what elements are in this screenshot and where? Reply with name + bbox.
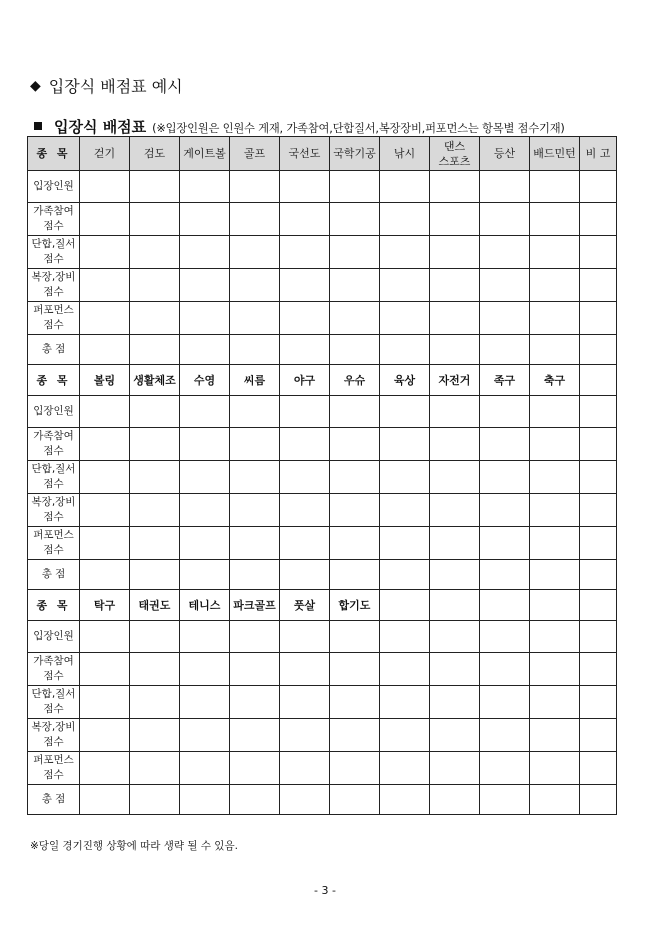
score-cell bbox=[480, 203, 530, 236]
score-cell bbox=[330, 621, 380, 653]
section-heading-text: 입장식 배점표 예시 bbox=[48, 77, 183, 96]
score-cell bbox=[480, 335, 530, 365]
table-header-row bbox=[28, 137, 617, 171]
table-row bbox=[28, 785, 617, 815]
score-cell bbox=[230, 621, 280, 653]
score-cell bbox=[330, 560, 380, 590]
score-cell bbox=[330, 752, 380, 785]
score-cell bbox=[330, 428, 380, 461]
score-cell bbox=[430, 171, 480, 203]
score-cell bbox=[180, 527, 230, 560]
score-cell bbox=[380, 396, 430, 428]
category-label: 종 목 bbox=[28, 590, 80, 621]
sport-column-header bbox=[580, 365, 617, 396]
score-cell bbox=[230, 686, 280, 719]
score-cell bbox=[580, 302, 617, 335]
score-cell bbox=[480, 527, 530, 560]
sport-column-header: 태권도 bbox=[130, 590, 180, 621]
score-cell bbox=[130, 461, 180, 494]
sport-column-header: 국학기공 bbox=[330, 137, 380, 171]
score-cell bbox=[180, 686, 230, 719]
score-cell bbox=[280, 335, 330, 365]
score-cell bbox=[180, 203, 230, 236]
score-cell bbox=[230, 494, 280, 527]
score-cell bbox=[330, 653, 380, 686]
score-cell bbox=[130, 560, 180, 590]
table-row bbox=[28, 719, 617, 752]
row-label: 복장,장비 점수 bbox=[28, 494, 80, 527]
score-cell bbox=[380, 236, 430, 269]
score-cell bbox=[580, 752, 617, 785]
score-cell bbox=[480, 752, 530, 785]
score-cell bbox=[380, 621, 430, 653]
sport-column-header: 족구 bbox=[480, 365, 530, 396]
score-cell bbox=[430, 203, 480, 236]
score-cell bbox=[580, 621, 617, 653]
score-cell bbox=[230, 560, 280, 590]
sport-column-header: 볼링 bbox=[80, 365, 130, 396]
score-cell bbox=[430, 302, 480, 335]
score-cell bbox=[430, 396, 480, 428]
score-cell bbox=[80, 785, 130, 815]
score-cell bbox=[130, 428, 180, 461]
table-row bbox=[28, 621, 617, 653]
sport-column-header bbox=[380, 590, 430, 621]
score-cell bbox=[380, 428, 430, 461]
score-cell bbox=[180, 621, 230, 653]
score-cell bbox=[580, 527, 617, 560]
row-label: 입장인원 bbox=[28, 171, 80, 203]
score-cell bbox=[580, 396, 617, 428]
score-cell bbox=[80, 461, 130, 494]
score-cell bbox=[230, 269, 280, 302]
table-row bbox=[28, 269, 617, 302]
sport-column-header: 배드민턴 bbox=[530, 137, 580, 171]
score-cell bbox=[130, 653, 180, 686]
score-cell bbox=[80, 621, 130, 653]
score-cell bbox=[280, 560, 330, 590]
score-cell bbox=[280, 719, 330, 752]
score-cell bbox=[80, 428, 130, 461]
subheading-title: 입장식 배점표 bbox=[54, 118, 147, 136]
sport-column-header bbox=[580, 590, 617, 621]
score-cell bbox=[430, 560, 480, 590]
score-cell bbox=[280, 269, 330, 302]
score-cell bbox=[130, 302, 180, 335]
score-table bbox=[27, 136, 617, 815]
score-cell bbox=[80, 527, 130, 560]
score-cell bbox=[130, 269, 180, 302]
score-cell bbox=[280, 171, 330, 203]
score-cell bbox=[530, 335, 580, 365]
table-row bbox=[28, 752, 617, 785]
score-cell bbox=[480, 302, 530, 335]
score-cell bbox=[480, 461, 530, 494]
sport-column-header: 우슈 bbox=[330, 365, 380, 396]
row-label: 퍼포먼스 점수 bbox=[28, 302, 80, 335]
score-cell bbox=[330, 236, 380, 269]
score-cell bbox=[230, 461, 280, 494]
row-label: 총 점 bbox=[28, 785, 80, 815]
score-cell bbox=[230, 335, 280, 365]
page-number: - 3 - bbox=[314, 884, 336, 897]
category-label: 종 목 bbox=[28, 365, 80, 396]
score-cell bbox=[380, 686, 430, 719]
table-row bbox=[28, 461, 617, 494]
section-heading bbox=[30, 74, 183, 97]
score-cell bbox=[180, 560, 230, 590]
score-cell bbox=[180, 785, 230, 815]
score-cell bbox=[430, 719, 480, 752]
table-row bbox=[28, 494, 617, 527]
score-cell bbox=[380, 203, 430, 236]
category-label: 종 목 bbox=[28, 137, 80, 171]
score-cell bbox=[530, 461, 580, 494]
table-row bbox=[28, 236, 617, 269]
score-cell bbox=[230, 785, 280, 815]
score-cell bbox=[480, 686, 530, 719]
score-cell bbox=[480, 621, 530, 653]
table-row bbox=[28, 428, 617, 461]
score-cell bbox=[180, 236, 230, 269]
score-cell bbox=[280, 653, 330, 686]
row-label: 퍼포먼스 점수 bbox=[28, 527, 80, 560]
score-cell bbox=[530, 269, 580, 302]
score-cell bbox=[380, 269, 430, 302]
row-label: 가족참여 점수 bbox=[28, 428, 80, 461]
score-cell bbox=[580, 719, 617, 752]
score-cell bbox=[130, 621, 180, 653]
score-cell bbox=[280, 302, 330, 335]
score-cell bbox=[530, 203, 580, 236]
sport-column-header: 파크골프 bbox=[230, 590, 280, 621]
sport-column-header: 생활체조 bbox=[130, 365, 180, 396]
score-cell bbox=[380, 335, 430, 365]
table-row bbox=[28, 527, 617, 560]
row-label: 퍼포먼스 점수 bbox=[28, 752, 80, 785]
score-cell bbox=[130, 203, 180, 236]
score-cell bbox=[530, 621, 580, 653]
score-cell bbox=[130, 785, 180, 815]
score-cell bbox=[80, 653, 130, 686]
score-cell bbox=[380, 171, 430, 203]
row-label: 총 점 bbox=[28, 560, 80, 590]
score-cell bbox=[530, 785, 580, 815]
score-cell bbox=[80, 236, 130, 269]
score-cell bbox=[280, 785, 330, 815]
score-cell bbox=[380, 527, 430, 560]
score-cell bbox=[380, 461, 430, 494]
score-cell bbox=[230, 171, 280, 203]
score-cell bbox=[380, 719, 430, 752]
score-cell bbox=[130, 752, 180, 785]
score-cell bbox=[230, 752, 280, 785]
score-cell bbox=[480, 653, 530, 686]
row-label: 복장,장비 점수 bbox=[28, 269, 80, 302]
score-cell bbox=[280, 621, 330, 653]
sport-column-header: 육상 bbox=[380, 365, 430, 396]
score-cell bbox=[580, 653, 617, 686]
score-cell bbox=[580, 785, 617, 815]
score-cell bbox=[80, 686, 130, 719]
score-cell bbox=[480, 428, 530, 461]
score-cell bbox=[130, 527, 180, 560]
table-row bbox=[28, 560, 617, 590]
score-cell bbox=[580, 428, 617, 461]
score-cell bbox=[380, 785, 430, 815]
score-cell bbox=[380, 653, 430, 686]
score-cell bbox=[530, 527, 580, 560]
row-label: 단합,질서 점수 bbox=[28, 461, 80, 494]
score-cell bbox=[130, 335, 180, 365]
score-cell bbox=[280, 203, 330, 236]
score-cell bbox=[480, 719, 530, 752]
score-cell bbox=[180, 396, 230, 428]
score-cell bbox=[230, 428, 280, 461]
score-cell bbox=[430, 752, 480, 785]
score-cell bbox=[530, 560, 580, 590]
sport-column-header: 수영 bbox=[180, 365, 230, 396]
score-cell bbox=[330, 302, 380, 335]
score-cell bbox=[430, 527, 480, 560]
score-cell bbox=[280, 396, 330, 428]
score-cell bbox=[180, 719, 230, 752]
score-cell bbox=[280, 236, 330, 269]
score-cell bbox=[580, 236, 617, 269]
score-cell bbox=[330, 335, 380, 365]
sport-column-header: 등산 bbox=[480, 137, 530, 171]
table-header-row bbox=[28, 590, 617, 621]
score-cell bbox=[80, 719, 130, 752]
sport-column-header: 자전거 bbox=[430, 365, 480, 396]
score-cell bbox=[330, 494, 380, 527]
score-cell bbox=[430, 269, 480, 302]
score-cell bbox=[530, 752, 580, 785]
score-cell bbox=[180, 335, 230, 365]
score-cell bbox=[530, 653, 580, 686]
score-cell bbox=[280, 527, 330, 560]
score-cell bbox=[530, 686, 580, 719]
row-label: 단합,질서 점수 bbox=[28, 236, 80, 269]
score-cell bbox=[280, 494, 330, 527]
score-cell bbox=[330, 719, 380, 752]
row-label: 단합,질서 점수 bbox=[28, 686, 80, 719]
score-cell bbox=[430, 335, 480, 365]
score-cell bbox=[430, 686, 480, 719]
score-cell bbox=[80, 302, 130, 335]
subheading-note: (※입장인원은 인원수 게재, 가족참여,단합질서,복장장비,퍼포먼스는 항목별 점수기재) bbox=[152, 122, 565, 135]
sport-column-header: 국선도 bbox=[280, 137, 330, 171]
score-cell bbox=[580, 269, 617, 302]
score-cell bbox=[580, 494, 617, 527]
score-cell bbox=[130, 494, 180, 527]
score-cell bbox=[230, 236, 280, 269]
sport-column-header: 탁구 bbox=[80, 590, 130, 621]
score-cell bbox=[580, 686, 617, 719]
score-cell bbox=[480, 560, 530, 590]
score-cell bbox=[80, 396, 130, 428]
score-cell bbox=[580, 461, 617, 494]
score-cell bbox=[530, 171, 580, 203]
score-cell bbox=[230, 302, 280, 335]
square-bullet-icon bbox=[34, 122, 42, 130]
footnote: ※당일 경기진행 상황에 따라 생략 될 수 있음. bbox=[30, 840, 238, 852]
sport-column-header: 비 고 bbox=[580, 137, 617, 171]
score-cell bbox=[530, 719, 580, 752]
table-row bbox=[28, 302, 617, 335]
score-cell bbox=[80, 269, 130, 302]
score-cell bbox=[330, 269, 380, 302]
score-cell bbox=[580, 560, 617, 590]
score-cell bbox=[130, 236, 180, 269]
score-cell bbox=[380, 560, 430, 590]
score-cell bbox=[430, 653, 480, 686]
score-cell bbox=[130, 686, 180, 719]
score-cell bbox=[80, 560, 130, 590]
row-label: 입장인원 bbox=[28, 621, 80, 653]
score-cell bbox=[280, 686, 330, 719]
score-cell bbox=[530, 428, 580, 461]
score-cell bbox=[230, 396, 280, 428]
diamond-bullet-icon: ◆ bbox=[30, 77, 41, 94]
sport-column-header: 축구 bbox=[530, 365, 580, 396]
row-label: 가족참여 점수 bbox=[28, 653, 80, 686]
row-label: 복장,장비 점수 bbox=[28, 719, 80, 752]
sport-column-header: 테니스 bbox=[180, 590, 230, 621]
sport-column-header: 야구 bbox=[280, 365, 330, 396]
score-cell bbox=[330, 527, 380, 560]
score-cell bbox=[230, 527, 280, 560]
score-cell bbox=[430, 428, 480, 461]
table-row bbox=[28, 653, 617, 686]
score-cell bbox=[180, 269, 230, 302]
score-cell bbox=[430, 621, 480, 653]
score-cell bbox=[180, 428, 230, 461]
score-cell bbox=[130, 396, 180, 428]
score-cell bbox=[80, 494, 130, 527]
row-label: 입장인원 bbox=[28, 396, 80, 428]
score-cell bbox=[530, 494, 580, 527]
table-subheading bbox=[34, 116, 565, 137]
score-cell bbox=[180, 302, 230, 335]
score-cell bbox=[130, 719, 180, 752]
sport-column-header: 낚시 bbox=[380, 137, 430, 171]
score-cell bbox=[330, 203, 380, 236]
sport-column-header bbox=[430, 590, 480, 621]
table-row bbox=[28, 203, 617, 236]
sport-column-header bbox=[530, 590, 580, 621]
score-cell bbox=[280, 428, 330, 461]
score-cell bbox=[230, 719, 280, 752]
score-cell bbox=[430, 461, 480, 494]
score-cell bbox=[330, 171, 380, 203]
sport-column-header: 댄스 스포츠 bbox=[430, 137, 480, 171]
score-cell bbox=[180, 461, 230, 494]
score-cell bbox=[130, 171, 180, 203]
score-cell bbox=[480, 171, 530, 203]
score-cell bbox=[80, 203, 130, 236]
score-cell bbox=[330, 461, 380, 494]
score-cell bbox=[430, 236, 480, 269]
sport-column-header: 골프 bbox=[230, 137, 280, 171]
row-label: 총 점 bbox=[28, 335, 80, 365]
score-cell bbox=[330, 785, 380, 815]
score-cell bbox=[430, 494, 480, 527]
score-cell bbox=[530, 396, 580, 428]
score-cell bbox=[580, 203, 617, 236]
score-cell bbox=[180, 752, 230, 785]
table-row bbox=[28, 171, 617, 203]
score-cell bbox=[180, 171, 230, 203]
sport-column-header: 게이트볼 bbox=[180, 137, 230, 171]
score-cell bbox=[580, 335, 617, 365]
score-cell bbox=[280, 461, 330, 494]
score-cell bbox=[330, 396, 380, 428]
table-row bbox=[28, 396, 617, 428]
score-cell bbox=[480, 396, 530, 428]
table-header-row bbox=[28, 365, 617, 396]
score-cell bbox=[230, 653, 280, 686]
score-cell bbox=[230, 203, 280, 236]
score-cell bbox=[380, 752, 430, 785]
table-row bbox=[28, 686, 617, 719]
score-cell bbox=[430, 785, 480, 815]
score-cell bbox=[530, 236, 580, 269]
score-cell bbox=[80, 171, 130, 203]
sport-column-header: 씨름 bbox=[230, 365, 280, 396]
sport-column-header bbox=[480, 590, 530, 621]
table-row bbox=[28, 335, 617, 365]
score-cell bbox=[180, 653, 230, 686]
score-cell bbox=[480, 785, 530, 815]
score-cell bbox=[480, 236, 530, 269]
sport-column-header: 검도 bbox=[130, 137, 180, 171]
sport-column-header: 걷기 bbox=[80, 137, 130, 171]
score-cell bbox=[80, 752, 130, 785]
score-cell bbox=[380, 494, 430, 527]
score-cell bbox=[580, 171, 617, 203]
sport-column-header: 합기도 bbox=[330, 590, 380, 621]
score-cell bbox=[530, 302, 580, 335]
sport-column-header: 풋살 bbox=[280, 590, 330, 621]
score-cell bbox=[330, 686, 380, 719]
score-cell bbox=[380, 302, 430, 335]
row-label: 가족참여 점수 bbox=[28, 203, 80, 236]
score-cell bbox=[480, 269, 530, 302]
score-cell bbox=[480, 494, 530, 527]
score-cell bbox=[280, 752, 330, 785]
score-cell bbox=[80, 335, 130, 365]
score-cell bbox=[180, 494, 230, 527]
